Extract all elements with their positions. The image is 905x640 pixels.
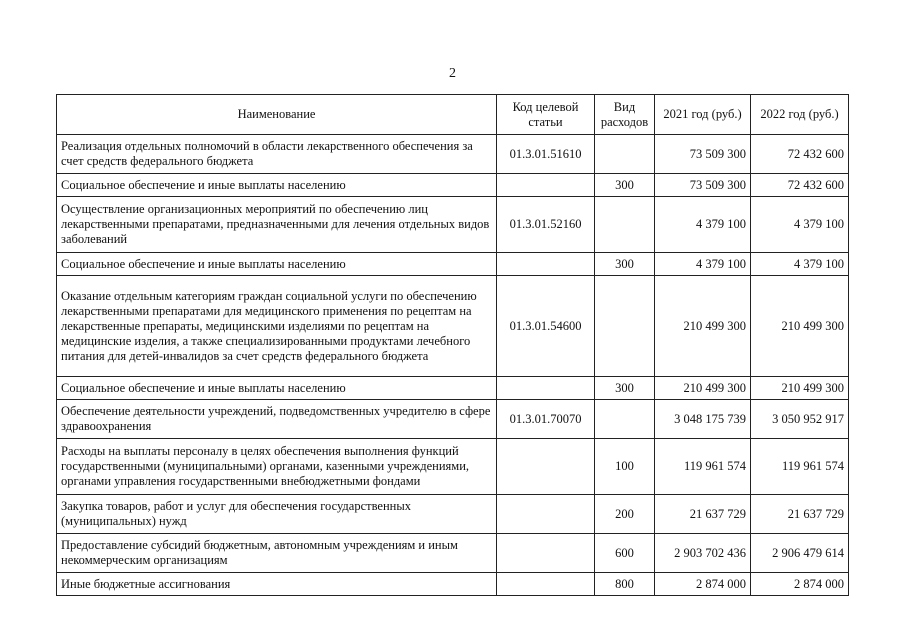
row-code <box>497 534 595 573</box>
row-type <box>595 135 655 174</box>
row-2022: 210 499 300 <box>751 377 849 400</box>
row-2021: 21 637 729 <box>655 495 751 534</box>
budget-table <box>56 94 849 596</box>
table-row <box>57 174 849 197</box>
table-header-row <box>57 95 849 135</box>
header-name: Наименование <box>57 95 497 135</box>
row-2022: 4 379 100 <box>751 253 849 276</box>
page-number: 2 <box>449 66 456 81</box>
row-name: Закупка товаров, работ и услуг для обеспечения государственных (муниципальных) нужд <box>57 495 497 534</box>
row-2022: 210 499 300 <box>751 276 849 377</box>
row-code <box>497 377 595 400</box>
row-name: Осуществление организационных мероприятий по обеспечению лиц лекарственными препаратами, предназначенными для лечения отдельных видов заболеваний <box>57 197 497 253</box>
row-2022: 119 961 574 <box>751 439 849 495</box>
header-2022: 2022 год (руб.) <box>751 95 849 135</box>
row-name: Предоставление субсидий бюджетным, автономным учреждениям и иным некоммерческим организациям <box>57 534 497 573</box>
row-2021: 73 509 300 <box>655 135 751 174</box>
row-2022: 3 050 952 917 <box>751 400 849 439</box>
row-type <box>595 197 655 253</box>
row-2021: 3 048 175 739 <box>655 400 751 439</box>
table-row <box>57 135 849 174</box>
table-row <box>57 534 849 573</box>
table-row <box>57 276 849 377</box>
row-type <box>595 276 655 377</box>
row-code <box>497 174 595 197</box>
row-name: Оказание отдельным категориям граждан социальной услуги по обеспечению лекарственными препаратами для медицинского применения по рецептам на лекарственные препараты, медицинскими изделиями по рецептам на медицинские изделия, а также специализированными продуктами лечебного питания для детей-инвалидов за счет средств федерального бюджета <box>57 276 497 377</box>
row-type: 300 <box>595 174 655 197</box>
row-name: Расходы на выплаты персоналу в целях обеспечения выполнения функций государственными (муниципальными) органами, казенными учреждениями, органами управления государственными внебюджетными фондами <box>57 439 497 495</box>
row-2022: 4 379 100 <box>751 197 849 253</box>
row-type: 300 <box>595 253 655 276</box>
header-code: Код целевой статьи <box>497 95 595 135</box>
header-2021: 2021 год (руб.) <box>655 95 751 135</box>
row-type: 100 <box>595 439 655 495</box>
row-2021: 210 499 300 <box>655 276 751 377</box>
table-row <box>57 197 849 253</box>
row-code: 01.3.01.52160 <box>497 197 595 253</box>
row-type: 300 <box>595 377 655 400</box>
row-code: 01.3.01.54600 <box>497 276 595 377</box>
row-2021: 2 874 000 <box>655 573 751 596</box>
row-2022: 72 432 600 <box>751 135 849 174</box>
row-2021: 119 961 574 <box>655 439 751 495</box>
row-code <box>497 253 595 276</box>
row-code <box>497 495 595 534</box>
row-code <box>497 573 595 596</box>
row-name: Социальное обеспечение и иные выплаты населению <box>57 253 497 276</box>
row-2021: 73 509 300 <box>655 174 751 197</box>
table-row <box>57 253 849 276</box>
row-name: Реализация отдельных полномочий в области лекарственного обеспечения за счет средств федерального бюджета <box>57 135 497 174</box>
row-2021: 2 903 702 436 <box>655 534 751 573</box>
row-2022: 2 906 479 614 <box>751 534 849 573</box>
row-name: Социальное обеспечение и иные выплаты населению <box>57 174 497 197</box>
row-2022: 72 432 600 <box>751 174 849 197</box>
table-row <box>57 400 849 439</box>
table-row <box>57 377 849 400</box>
row-type: 200 <box>595 495 655 534</box>
row-code: 01.3.01.51610 <box>497 135 595 174</box>
row-type <box>595 400 655 439</box>
row-2022: 2 874 000 <box>751 573 849 596</box>
row-name: Социальное обеспечение и иные выплаты населению <box>57 377 497 400</box>
row-type: 800 <box>595 573 655 596</box>
row-2021: 4 379 100 <box>655 253 751 276</box>
row-type: 600 <box>595 534 655 573</box>
row-2021: 4 379 100 <box>655 197 751 253</box>
row-name: Обеспечение деятельности учреждений, подведомственных учредителю в сфере здравоохранения <box>57 400 497 439</box>
row-name: Иные бюджетные ассигнования <box>57 573 497 596</box>
table-row <box>57 573 849 596</box>
row-code: 01.3.01.70070 <box>497 400 595 439</box>
table-row <box>57 439 849 495</box>
row-code <box>497 439 595 495</box>
table-row <box>57 495 849 534</box>
header-type: Вид расходов <box>595 95 655 135</box>
row-2022: 21 637 729 <box>751 495 849 534</box>
row-2021: 210 499 300 <box>655 377 751 400</box>
